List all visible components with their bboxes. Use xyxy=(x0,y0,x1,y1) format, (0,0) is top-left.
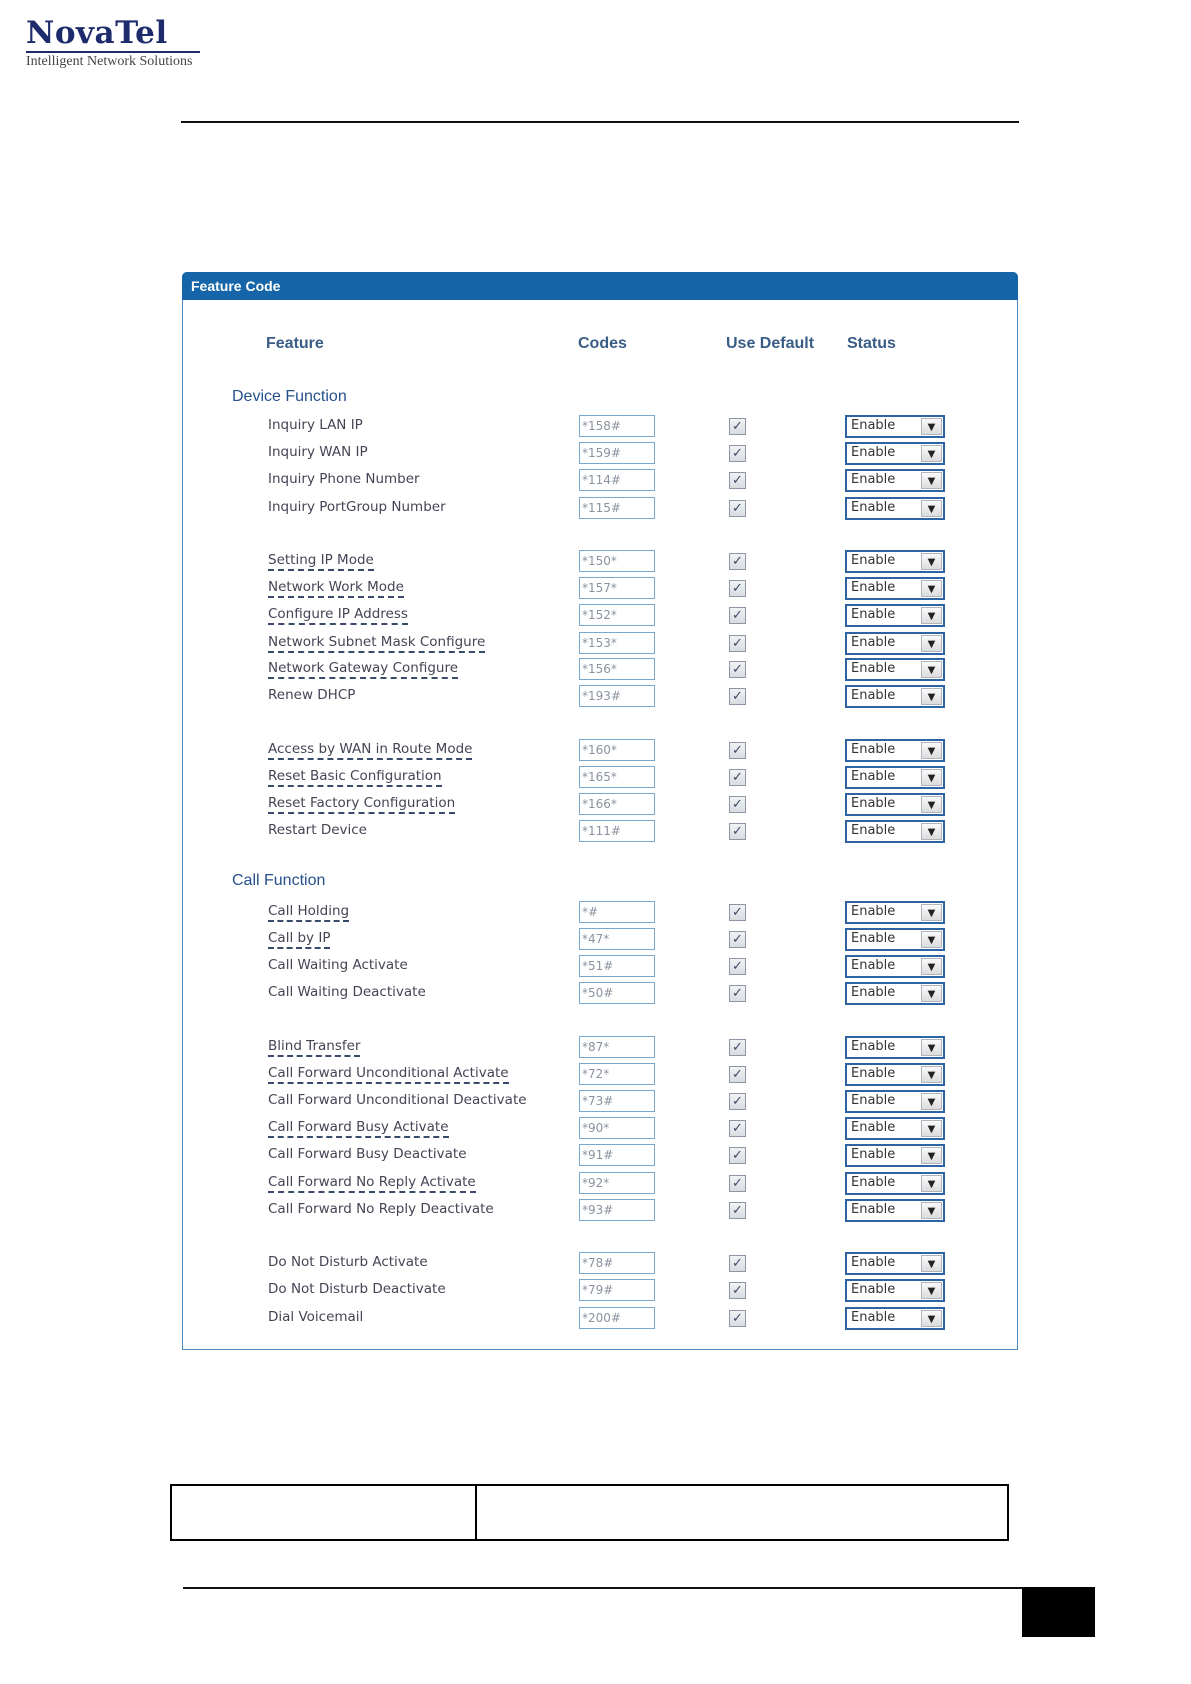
status-select[interactable] xyxy=(845,1144,945,1167)
feature-code-input[interactable]: *93# xyxy=(579,1199,655,1221)
status-select-value: Enable xyxy=(851,472,896,487)
feature-row xyxy=(183,632,1017,656)
chevron-down-icon[interactable]: ▼ xyxy=(921,661,942,678)
chevron-down-icon[interactable]: ▼ xyxy=(921,607,942,624)
feature-row xyxy=(183,1279,1017,1303)
status-select[interactable] xyxy=(845,1090,945,1113)
feature-label: Do Not Disturb Activate xyxy=(268,1254,428,1270)
chevron-down-icon[interactable]: ▼ xyxy=(921,904,942,921)
status-select[interactable] xyxy=(845,1063,945,1086)
feature-code-input[interactable]: *72* xyxy=(579,1063,655,1085)
chevron-down-icon[interactable]: ▼ xyxy=(921,635,942,652)
feature-row xyxy=(183,1144,1017,1168)
feature-row xyxy=(183,1172,1017,1196)
status-select[interactable] xyxy=(845,415,945,438)
status-select-value: Enable xyxy=(851,1093,896,1108)
feature-row xyxy=(183,1307,1017,1331)
feature-label: Do Not Disturb Deactivate xyxy=(268,1281,446,1297)
feature-label: Dial Voicemail xyxy=(268,1309,364,1325)
status-select-value: Enable xyxy=(851,445,896,460)
feature-code-input[interactable]: *193# xyxy=(579,685,655,707)
use-default-checkbox[interactable]: ✓ xyxy=(729,500,746,517)
panel-title: Feature Code xyxy=(182,272,1018,300)
use-default-checkbox[interactable]: ✓ xyxy=(729,1202,746,1219)
feature-code-input[interactable]: *115# xyxy=(579,497,655,519)
status-select-value: Enable xyxy=(851,1039,896,1054)
feature-code-input[interactable]: *47* xyxy=(579,928,655,950)
use-default-checkbox[interactable]: ✓ xyxy=(729,985,746,1002)
feature-code-input[interactable]: *90* xyxy=(579,1117,655,1139)
status-select-value: Enable xyxy=(851,1066,896,1081)
status-select[interactable] xyxy=(845,1252,945,1275)
chevron-down-icon[interactable]: ▼ xyxy=(921,1120,942,1137)
feature-label[interactable]: Network Gateway Configure xyxy=(268,660,458,679)
status-select-value: Enable xyxy=(851,742,896,757)
status-select[interactable] xyxy=(845,1172,945,1195)
feature-label[interactable]: Setting IP Mode xyxy=(268,552,374,571)
feature-row xyxy=(183,577,1017,601)
chevron-down-icon[interactable]: ▼ xyxy=(921,1147,942,1164)
footer-table xyxy=(170,1484,1009,1541)
use-default-checkbox[interactable]: ✓ xyxy=(729,688,746,705)
feature-code-input[interactable]: *200# xyxy=(579,1307,655,1329)
column-header-feature: Feature xyxy=(266,335,324,352)
use-default-checkbox[interactable]: ✓ xyxy=(729,635,746,652)
use-default-checkbox[interactable]: ✓ xyxy=(729,1120,746,1137)
feature-label: Inquiry Phone Number xyxy=(268,471,420,487)
feature-code-input[interactable]: *111# xyxy=(579,820,655,842)
use-default-checkbox[interactable]: ✓ xyxy=(729,472,746,489)
section-device-function: Device Function xyxy=(232,388,347,405)
feature-label: Call Forward No Reply Deactivate xyxy=(268,1201,494,1217)
status-select-value: Enable xyxy=(851,635,896,650)
feature-label[interactable]: Reset Basic Configuration xyxy=(268,768,442,787)
status-select[interactable] xyxy=(845,739,945,762)
use-default-checkbox[interactable]: ✓ xyxy=(729,1066,746,1083)
status-select-value: Enable xyxy=(851,1147,896,1162)
feature-code-input[interactable]: *165* xyxy=(579,766,655,788)
status-select[interactable] xyxy=(845,820,945,843)
feature-label[interactable]: Network Subnet Mask Configure xyxy=(268,634,485,653)
feature-code-input[interactable]: *159# xyxy=(579,442,655,464)
use-default-checkbox[interactable]: ✓ xyxy=(729,742,746,759)
chevron-down-icon[interactable]: ▼ xyxy=(921,1202,942,1219)
feature-row xyxy=(183,550,1017,574)
chevron-down-icon[interactable]: ▼ xyxy=(921,985,942,1002)
status-select[interactable] xyxy=(845,982,945,1005)
feature-code-input[interactable]: *160* xyxy=(579,739,655,761)
feature-label[interactable]: Reset Factory Configuration xyxy=(268,795,455,814)
section-call-function: Call Function xyxy=(232,872,326,889)
chevron-down-icon[interactable]: ▼ xyxy=(921,796,942,813)
feature-label: Renew DHCP xyxy=(268,687,356,703)
status-select[interactable] xyxy=(845,793,945,816)
feature-row xyxy=(183,1036,1017,1060)
chevron-down-icon[interactable]: ▼ xyxy=(921,1039,942,1056)
use-default-checkbox[interactable]: ✓ xyxy=(729,445,746,462)
use-default-checkbox[interactable]: ✓ xyxy=(729,931,746,948)
feature-label: Call Forward Busy Deactivate xyxy=(268,1146,467,1162)
status-select-value: Enable xyxy=(851,1175,896,1190)
feature-label: Call Waiting Activate xyxy=(268,957,408,973)
status-select-value: Enable xyxy=(851,823,896,838)
feature-code-input[interactable]: *114# xyxy=(579,469,655,491)
chevron-down-icon[interactable]: ▼ xyxy=(921,769,942,786)
use-default-checkbox[interactable]: ✓ xyxy=(729,661,746,678)
use-default-checkbox[interactable]: ✓ xyxy=(729,1310,746,1327)
feature-code-input[interactable]: *166* xyxy=(579,793,655,815)
logo-tagline: Intelligent Network Solutions xyxy=(26,51,200,70)
status-select-value: Enable xyxy=(851,607,896,622)
feature-row xyxy=(183,766,1017,790)
column-header-status: Status xyxy=(847,335,896,352)
feature-label[interactable]: Configure IP Address xyxy=(268,606,408,625)
status-select-value: Enable xyxy=(851,1202,896,1217)
footer-table-cell xyxy=(172,1486,477,1539)
status-select-value: Enable xyxy=(851,418,896,433)
column-header-codes: Codes xyxy=(578,335,627,352)
feature-row xyxy=(183,793,1017,817)
status-select-value: Enable xyxy=(851,500,896,515)
chevron-down-icon[interactable]: ▼ xyxy=(921,823,942,840)
use-default-checkbox[interactable]: ✓ xyxy=(729,1175,746,1192)
feature-code-input[interactable]: *# xyxy=(579,901,655,923)
feature-label[interactable]: Blind Transfer xyxy=(268,1038,360,1057)
status-select[interactable] xyxy=(845,1036,945,1059)
chevron-down-icon[interactable]: ▼ xyxy=(921,553,942,570)
status-select-value: Enable xyxy=(851,796,896,811)
feature-label: Inquiry PortGroup Number xyxy=(268,499,446,515)
feature-code-panel xyxy=(182,272,1018,1350)
feature-row xyxy=(183,739,1017,763)
status-select-value: Enable xyxy=(851,553,896,568)
logo-name: NovaTel xyxy=(26,15,168,51)
status-select-value: Enable xyxy=(851,904,896,919)
chevron-down-icon[interactable]: ▼ xyxy=(921,1093,942,1110)
use-default-checkbox[interactable]: ✓ xyxy=(729,1039,746,1056)
feature-row xyxy=(183,820,1017,844)
use-default-checkbox[interactable]: ✓ xyxy=(729,904,746,921)
feature-code-input[interactable]: *51# xyxy=(579,955,655,977)
feature-label: Restart Device xyxy=(268,822,367,838)
feature-row xyxy=(183,658,1017,682)
feature-code-input[interactable]: *73# xyxy=(579,1090,655,1112)
feature-label: Call Forward Unconditional Deactivate xyxy=(268,1092,527,1108)
status-select[interactable] xyxy=(845,901,945,924)
feature-row xyxy=(183,415,1017,439)
feature-row xyxy=(183,442,1017,466)
use-default-checkbox[interactable]: ✓ xyxy=(729,607,746,624)
feature-label[interactable]: Call Holding xyxy=(268,903,349,922)
footer-divider xyxy=(183,1587,1023,1589)
header-divider xyxy=(181,121,1019,123)
status-select-value: Enable xyxy=(851,769,896,784)
feature-row xyxy=(183,1063,1017,1087)
chevron-down-icon[interactable]: ▼ xyxy=(921,472,942,489)
feature-row xyxy=(183,955,1017,979)
status-select[interactable] xyxy=(845,632,945,655)
column-header-use-default: Use Default xyxy=(726,335,815,352)
chevron-down-icon[interactable]: ▼ xyxy=(921,418,942,435)
status-select[interactable] xyxy=(845,469,945,492)
use-default-checkbox[interactable]: ✓ xyxy=(729,823,746,840)
status-select[interactable] xyxy=(845,442,945,465)
status-select[interactable] xyxy=(845,766,945,789)
feature-row xyxy=(183,901,1017,925)
chevron-down-icon[interactable]: ▼ xyxy=(921,958,942,975)
feature-label: Call Waiting Deactivate xyxy=(268,984,426,1000)
status-select[interactable] xyxy=(845,550,945,573)
feature-row xyxy=(183,604,1017,628)
feature-row xyxy=(183,1252,1017,1276)
feature-row xyxy=(183,1117,1017,1141)
feature-code-input[interactable]: *156* xyxy=(579,658,655,680)
feature-label[interactable]: Call by IP xyxy=(268,930,330,949)
chevron-down-icon[interactable]: ▼ xyxy=(921,500,942,517)
chevron-down-icon[interactable]: ▼ xyxy=(921,931,942,948)
feature-code-input[interactable]: *79# xyxy=(579,1279,655,1301)
feature-label[interactable]: Call Forward Unconditional Activate xyxy=(268,1065,509,1084)
chevron-down-icon[interactable]: ▼ xyxy=(921,688,942,705)
status-select-value: Enable xyxy=(851,688,896,703)
feature-row xyxy=(183,1090,1017,1114)
use-default-checkbox[interactable]: ✓ xyxy=(729,418,746,435)
feature-code-input[interactable]: *91# xyxy=(579,1144,655,1166)
status-select[interactable] xyxy=(845,604,945,627)
chevron-down-icon[interactable]: ▼ xyxy=(921,1066,942,1083)
feature-row xyxy=(183,1199,1017,1223)
use-default-checkbox[interactable]: ✓ xyxy=(729,553,746,570)
status-select[interactable] xyxy=(845,1307,945,1330)
novatel-logo xyxy=(26,16,206,70)
status-select-value: Enable xyxy=(851,931,896,946)
use-default-checkbox[interactable]: ✓ xyxy=(729,580,746,597)
feature-code-input[interactable]: *78# xyxy=(579,1252,655,1274)
use-default-checkbox[interactable]: ✓ xyxy=(729,796,746,813)
chevron-down-icon[interactable]: ▼ xyxy=(921,1310,942,1327)
feature-row xyxy=(183,497,1017,521)
feature-code-input[interactable]: *87* xyxy=(579,1036,655,1058)
status-select[interactable] xyxy=(845,685,945,708)
use-default-checkbox[interactable]: ✓ xyxy=(729,769,746,786)
use-default-checkbox[interactable]: ✓ xyxy=(729,1282,746,1299)
status-select[interactable] xyxy=(845,928,945,951)
status-select[interactable] xyxy=(845,577,945,600)
feature-label[interactable]: Call Forward Busy Activate xyxy=(268,1119,449,1138)
status-select-value: Enable xyxy=(851,661,896,676)
status-select-value: Enable xyxy=(851,1282,896,1297)
status-select-value: Enable xyxy=(851,985,896,1000)
feature-label[interactable]: Network Work Mode xyxy=(268,579,404,598)
feature-code-input[interactable]: *92* xyxy=(579,1172,655,1194)
status-select-value: Enable xyxy=(851,958,896,973)
feature-code-input[interactable]: *152* xyxy=(579,604,655,626)
status-select[interactable] xyxy=(845,955,945,978)
feature-code-input[interactable]: *50# xyxy=(579,982,655,1004)
feature-label[interactable]: Call Forward No Reply Activate xyxy=(268,1174,476,1193)
status-select[interactable] xyxy=(845,1199,945,1222)
page-number-box xyxy=(1022,1587,1095,1637)
use-default-checkbox[interactable]: ✓ xyxy=(729,958,746,975)
use-default-checkbox[interactable]: ✓ xyxy=(729,1147,746,1164)
use-default-checkbox[interactable]: ✓ xyxy=(729,1093,746,1110)
chevron-down-icon[interactable]: ▼ xyxy=(921,742,942,759)
feature-code-input[interactable]: *150* xyxy=(579,550,655,572)
status-select[interactable] xyxy=(845,1279,945,1302)
use-default-checkbox[interactable]: ✓ xyxy=(729,1255,746,1272)
status-select-value: Enable xyxy=(851,1120,896,1135)
status-select[interactable] xyxy=(845,497,945,520)
feature-code-input[interactable]: *157* xyxy=(579,577,655,599)
feature-row xyxy=(183,469,1017,493)
chevron-down-icon[interactable]: ▼ xyxy=(921,1282,942,1299)
status-select[interactable] xyxy=(845,658,945,681)
feature-row xyxy=(183,928,1017,952)
feature-label: Inquiry WAN IP xyxy=(268,444,368,460)
chevron-down-icon[interactable]: ▼ xyxy=(921,1255,942,1272)
feature-code-input[interactable]: *153* xyxy=(579,632,655,654)
footer-table-cell xyxy=(477,1486,1007,1539)
chevron-down-icon[interactable]: ▼ xyxy=(921,1175,942,1192)
feature-label[interactable]: Access by WAN in Route Mode xyxy=(268,741,472,760)
feature-row xyxy=(183,982,1017,1006)
feature-row xyxy=(183,685,1017,709)
chevron-down-icon[interactable]: ▼ xyxy=(921,445,942,462)
status-select-value: Enable xyxy=(851,1310,896,1325)
feature-code-input[interactable]: *158# xyxy=(579,415,655,437)
status-select-value: Enable xyxy=(851,580,896,595)
feature-label: Inquiry LAN IP xyxy=(268,417,363,433)
chevron-down-icon[interactable]: ▼ xyxy=(921,580,942,597)
status-select[interactable] xyxy=(845,1117,945,1140)
status-select-value: Enable xyxy=(851,1255,896,1270)
